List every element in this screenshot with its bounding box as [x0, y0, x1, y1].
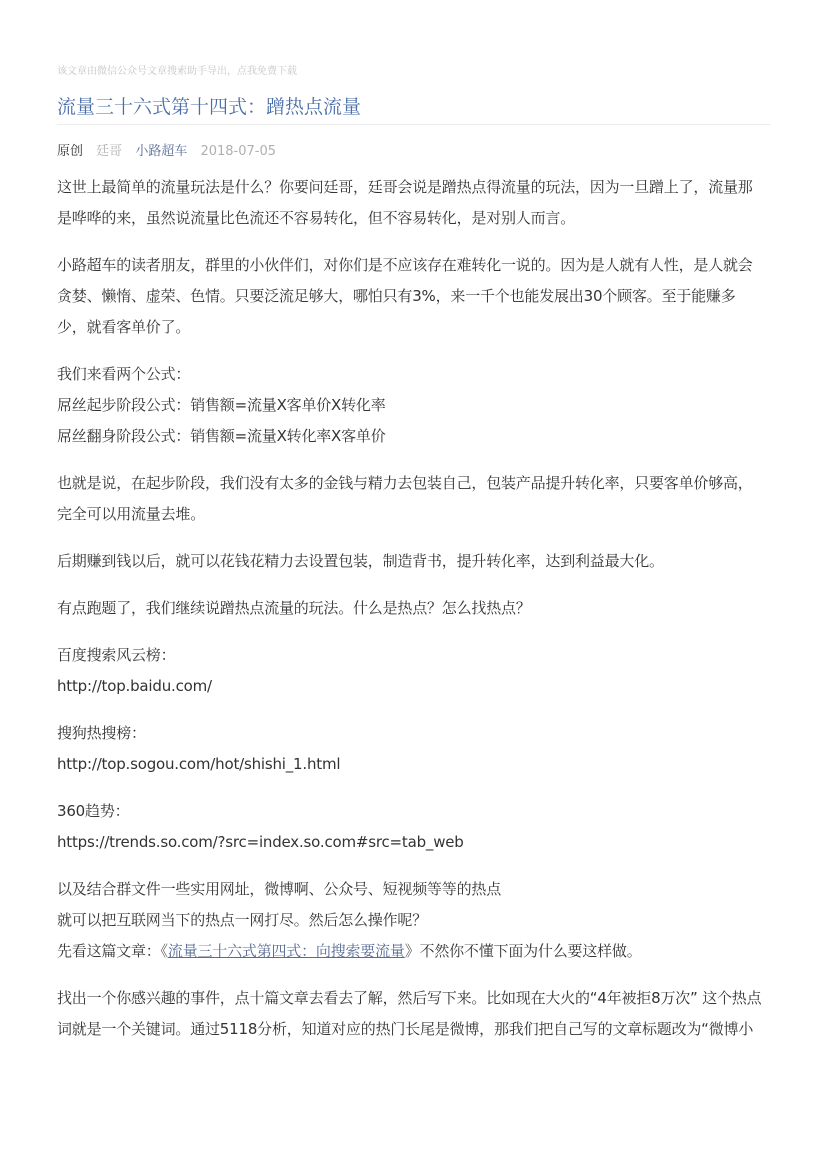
account-link[interactable]: 小路超车 [135, 144, 188, 159]
paragraph-line: 也就是说，在起步阶段，我们没有太多的金钱与精力去包装自己，包装产品提升转化率，只要客单价够高， [57, 474, 753, 492]
paragraph-line: 是哗哗的来，虽然说流量比色流还不容易转化，但不容易转化，是对别人而言。 [57, 209, 576, 227]
paragraph-sogou [57, 718, 770, 780]
author-name: 廷哥 [96, 144, 123, 159]
article-body [57, 172, 770, 1061]
source-url: http://top.baidu.com/ [57, 677, 212, 695]
paragraph-line: 就可以把互联网当下的热点一网打尽。然后怎么操作呢？ [57, 911, 428, 929]
title-divider [57, 124, 770, 125]
source-url: http://top.sogou.com/hot/shishi_1.html [57, 755, 341, 773]
article-meta [57, 140, 285, 159]
paragraph-hotspot-question [57, 593, 770, 624]
paragraph-line: 找出一个你感兴趣的事件，点十篇文章去看去了解，然后写下来。比如现在大火的“4年被拒8万次” 这个热点 [57, 989, 762, 1007]
formula-line: 屌丝翻身阶段公式：销售额=流量X转化率X客单价 [57, 427, 386, 445]
source-label: 百度搜索风云榜： [57, 646, 176, 664]
export-notice-link[interactable]: 该文章由微信公众号文章搜索助手导出，点我免费下载 [57, 66, 297, 77]
paragraph-baidu [57, 640, 770, 702]
paragraph-operation [57, 874, 770, 967]
paragraph-line: 后期赚到钱以后，就可以花钱花精力去设置包装，制造背书，提升转化率，达到利益最大化。 [57, 552, 664, 570]
paragraph-example [57, 983, 770, 1045]
paragraph-line: 少，就看客单价了。 [57, 318, 191, 336]
paragraph-intro [57, 172, 770, 234]
source-label: 搜狗热搜榜： [57, 724, 146, 742]
paragraph-360 [57, 796, 770, 858]
paragraph-line: 贪婪、懒惰、虚荣、色情。只要泛流足够大，哪怕只有3%，来一千个也能发展出30个顾客。至于能赚多 [57, 287, 736, 305]
paragraph-startup-stage [57, 468, 770, 530]
paragraph-later-stage [57, 546, 770, 577]
paragraph-line: 以及结合群文件一些实用网址，微博啊、公众号、短视频等等的热点 [57, 880, 502, 898]
paragraph-readers [57, 250, 770, 343]
link-suffix: 》不然你不懂下面为什么要这样做。 [404, 942, 642, 960]
publish-date: 2018-07-05 [200, 144, 277, 159]
paragraph-line: 我们来看两个公式： [57, 365, 191, 383]
original-tag: 原创 [57, 144, 84, 159]
paragraph-formulas [57, 359, 770, 452]
article-title: 流量三十六式第十四式：蹭热点流量 [57, 96, 362, 118]
paragraph-line: 完全可以用流量去堆。 [57, 505, 206, 523]
source-label: 360趋势： [57, 802, 130, 820]
paragraph-line: 这世上最简单的流量玩法是什么？你要问廷哥，廷哥会说是蹭热点得流量的玩法，因为一旦蹭上了，流量那 [57, 178, 753, 196]
paragraph-line: 词就是一个关键词。通过5118分析，知道对应的热门长尾是微博，那我们把自己写的文章标题改为“微博小 [57, 1020, 754, 1038]
paragraph-line-with-link [57, 936, 770, 967]
formula-line: 屌丝起步阶段公式：销售额=流量X客单价X转化率 [57, 396, 386, 414]
related-article-link[interactable]: 流量三十六式第四式：向搜索要流量 [167, 942, 405, 960]
source-url: https://trends.so.com/?src=index.so.com#src=tab_web [57, 833, 464, 851]
paragraph-line: 有点跑题了，我们继续说蹭热点流量的玩法。什么是热点？怎么找热点？ [57, 599, 531, 617]
paragraph-line: 小路超车的读者朋友，群里的小伙伴们，对你们是不应该存在难转化一说的。因为是人就有人性，是人就会 [57, 256, 753, 274]
link-prefix: 先看这篇文章：《 [57, 942, 168, 960]
